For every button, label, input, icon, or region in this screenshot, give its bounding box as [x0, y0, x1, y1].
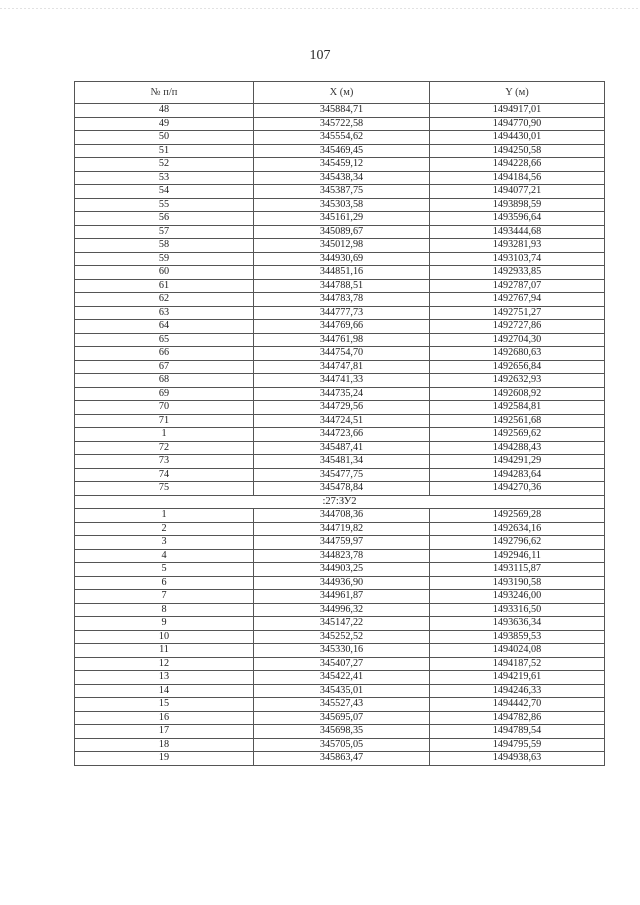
point-number-cell: 19 — [75, 752, 254, 766]
y-coordinate-cell: 1493246,00 — [430, 590, 605, 604]
y-coordinate-cell: 1492656,84 — [430, 360, 605, 374]
point-number-cell: 67 — [75, 360, 254, 374]
section-1-rows — [75, 104, 605, 496]
table-row — [75, 104, 605, 118]
table-row — [75, 225, 605, 239]
point-number-cell: 68 — [75, 374, 254, 388]
y-coordinate-cell: 1494184,56 — [430, 171, 605, 185]
y-coordinate-cell: 1494291,29 — [430, 455, 605, 469]
point-number-cell: 71 — [75, 414, 254, 428]
point-number-cell: 74 — [75, 468, 254, 482]
table-row — [75, 198, 605, 212]
x-coordinate-cell: 344754,70 — [254, 347, 430, 361]
point-number-cell: 59 — [75, 252, 254, 266]
point-number-cell: 7 — [75, 590, 254, 604]
y-coordinate-cell: 1494024,08 — [430, 644, 605, 658]
point-number-cell: 16 — [75, 711, 254, 725]
table-row — [75, 320, 605, 334]
point-number-cell: 63 — [75, 306, 254, 320]
point-number-cell: 53 — [75, 171, 254, 185]
table-row — [75, 630, 605, 644]
x-coordinate-cell: 344747,81 — [254, 360, 430, 374]
x-coordinate-cell: 345722,58 — [254, 117, 430, 131]
point-number-cell: 4 — [75, 549, 254, 563]
y-coordinate-cell: 1494219,61 — [430, 671, 605, 685]
y-coordinate-cell: 1493859,53 — [430, 630, 605, 644]
x-coordinate-cell: 344723,66 — [254, 428, 430, 442]
table-row — [75, 266, 605, 280]
x-coordinate-cell: 345147,22 — [254, 617, 430, 631]
x-coordinate-cell: 345554,62 — [254, 131, 430, 145]
section-label-row — [75, 495, 605, 509]
x-coordinate-cell: 345477,75 — [254, 468, 430, 482]
point-number-cell: 6 — [75, 576, 254, 590]
point-number-cell: 73 — [75, 455, 254, 469]
y-coordinate-cell: 1492751,27 — [430, 306, 605, 320]
point-number-cell: 49 — [75, 117, 254, 131]
y-coordinate-cell: 1492569,28 — [430, 509, 605, 523]
x-coordinate-cell: 344761,98 — [254, 333, 430, 347]
table-row — [75, 617, 605, 631]
x-coordinate-cell: 345481,34 — [254, 455, 430, 469]
y-coordinate-cell: 1492634,16 — [430, 522, 605, 536]
coordinates-table — [74, 81, 605, 766]
x-coordinate-cell: 345863,47 — [254, 752, 430, 766]
y-coordinate-cell: 1492569,62 — [430, 428, 605, 442]
table-row — [75, 360, 605, 374]
point-number-cell: 1 — [75, 428, 254, 442]
header-x: X (м) — [254, 82, 430, 104]
x-coordinate-cell: 345478,84 — [254, 482, 430, 496]
y-coordinate-cell: 1493636,34 — [430, 617, 605, 631]
x-coordinate-cell: 345252,52 — [254, 630, 430, 644]
y-coordinate-cell: 1493115,87 — [430, 563, 605, 577]
table-row — [75, 374, 605, 388]
y-coordinate-cell: 1494288,43 — [430, 441, 605, 455]
page-number: 107 — [309, 48, 331, 63]
y-coordinate-cell: 1494077,21 — [430, 185, 605, 199]
table-row — [75, 468, 605, 482]
point-number-cell: 61 — [75, 279, 254, 293]
y-coordinate-cell: 1494270,36 — [430, 482, 605, 496]
point-number-cell: 8 — [75, 603, 254, 617]
y-coordinate-cell: 1493316,50 — [430, 603, 605, 617]
y-coordinate-cell: 1492561,68 — [430, 414, 605, 428]
table-row — [75, 536, 605, 550]
y-coordinate-cell: 1494782,86 — [430, 711, 605, 725]
x-coordinate-cell: 345438,34 — [254, 171, 430, 185]
table-row — [75, 158, 605, 172]
y-coordinate-cell: 1493190,58 — [430, 576, 605, 590]
table-row — [75, 752, 605, 766]
table-row — [75, 171, 605, 185]
table-row — [75, 590, 605, 604]
x-coordinate-cell: 344741,33 — [254, 374, 430, 388]
table-row — [75, 549, 605, 563]
x-coordinate-cell: 344735,24 — [254, 387, 430, 401]
point-number-cell: 10 — [75, 630, 254, 644]
point-number-cell: 11 — [75, 644, 254, 658]
table-row — [75, 401, 605, 415]
section-2-rows — [75, 509, 605, 766]
table-row — [75, 239, 605, 253]
x-coordinate-cell: 344783,78 — [254, 293, 430, 307]
table-row — [75, 509, 605, 523]
y-coordinate-cell: 1494795,59 — [430, 738, 605, 752]
point-number-cell: 9 — [75, 617, 254, 631]
x-coordinate-cell: 345303,58 — [254, 198, 430, 212]
x-coordinate-cell: 344936,90 — [254, 576, 430, 590]
point-number-cell: 55 — [75, 198, 254, 212]
table-row — [75, 482, 605, 496]
x-coordinate-cell: 345422,41 — [254, 671, 430, 685]
point-number-cell: 52 — [75, 158, 254, 172]
y-coordinate-cell: 1493444,68 — [430, 225, 605, 239]
x-coordinate-cell: 344719,82 — [254, 522, 430, 536]
point-number-cell: 13 — [75, 671, 254, 685]
y-coordinate-cell: 1492787,07 — [430, 279, 605, 293]
header-point-number: № п/п — [75, 82, 254, 104]
x-coordinate-cell: 344759,97 — [254, 536, 430, 550]
table-row — [75, 347, 605, 361]
table-row — [75, 698, 605, 712]
point-number-cell: 65 — [75, 333, 254, 347]
table-row — [75, 711, 605, 725]
table-row — [75, 684, 605, 698]
x-coordinate-cell: 344724,51 — [254, 414, 430, 428]
table-row — [75, 671, 605, 685]
point-number-cell: 70 — [75, 401, 254, 415]
table-row — [75, 657, 605, 671]
point-number-cell: 50 — [75, 131, 254, 145]
table-row — [75, 455, 605, 469]
point-number-cell: 3 — [75, 536, 254, 550]
point-number-cell: 54 — [75, 185, 254, 199]
table-row — [75, 414, 605, 428]
y-coordinate-cell: 1492727,86 — [430, 320, 605, 334]
table-row — [75, 387, 605, 401]
point-number-cell: 75 — [75, 482, 254, 496]
x-coordinate-cell: 345459,12 — [254, 158, 430, 172]
point-number-cell: 69 — [75, 387, 254, 401]
y-coordinate-cell: 1493596,64 — [430, 212, 605, 226]
y-coordinate-cell: 1494770,90 — [430, 117, 605, 131]
x-coordinate-cell: 345695,07 — [254, 711, 430, 725]
table-row — [75, 279, 605, 293]
y-coordinate-cell: 1492632,93 — [430, 374, 605, 388]
table-row — [75, 603, 605, 617]
table-header-row — [75, 82, 605, 104]
point-number-cell: 15 — [75, 698, 254, 712]
y-coordinate-cell: 1492767,94 — [430, 293, 605, 307]
point-number-cell: 58 — [75, 239, 254, 253]
point-number-cell: 60 — [75, 266, 254, 280]
x-coordinate-cell: 344769,66 — [254, 320, 430, 334]
y-coordinate-cell: 1493281,93 — [430, 239, 605, 253]
section-label: :27:ЗУ2 — [75, 495, 605, 509]
table-row — [75, 563, 605, 577]
x-coordinate-cell: 345089,67 — [254, 225, 430, 239]
table-row — [75, 306, 605, 320]
y-coordinate-cell: 1492933,85 — [430, 266, 605, 280]
y-coordinate-cell: 1494789,54 — [430, 725, 605, 739]
x-coordinate-cell: 344930,69 — [254, 252, 430, 266]
y-coordinate-cell: 1492946,11 — [430, 549, 605, 563]
point-number-cell: 62 — [75, 293, 254, 307]
x-coordinate-cell: 344961,87 — [254, 590, 430, 604]
point-number-cell: 2 — [75, 522, 254, 536]
table-row — [75, 144, 605, 158]
x-coordinate-cell: 345884,71 — [254, 104, 430, 118]
x-coordinate-cell: 345161,29 — [254, 212, 430, 226]
section-label-row-group — [75, 495, 605, 509]
x-coordinate-cell: 344788,51 — [254, 279, 430, 293]
point-number-cell: 5 — [75, 563, 254, 577]
x-coordinate-cell: 345698,35 — [254, 725, 430, 739]
point-number-cell: 17 — [75, 725, 254, 739]
table-row — [75, 428, 605, 442]
x-coordinate-cell: 345469,45 — [254, 144, 430, 158]
x-coordinate-cell: 344729,56 — [254, 401, 430, 415]
y-coordinate-cell: 1494228,66 — [430, 158, 605, 172]
table-row — [75, 117, 605, 131]
point-number-cell: 56 — [75, 212, 254, 226]
table-row — [75, 185, 605, 199]
y-coordinate-cell: 1492584,81 — [430, 401, 605, 415]
point-number-cell: 12 — [75, 657, 254, 671]
x-coordinate-cell: 345527,43 — [254, 698, 430, 712]
x-coordinate-cell: 345407,27 — [254, 657, 430, 671]
y-coordinate-cell: 1494187,52 — [430, 657, 605, 671]
x-coordinate-cell: 344708,36 — [254, 509, 430, 523]
y-coordinate-cell: 1492704,30 — [430, 333, 605, 347]
point-number-cell: 64 — [75, 320, 254, 334]
y-coordinate-cell: 1494430,01 — [430, 131, 605, 145]
table-row — [75, 131, 605, 145]
x-coordinate-cell: 345012,98 — [254, 239, 430, 253]
y-coordinate-cell: 1494938,63 — [430, 752, 605, 766]
table-row — [75, 293, 605, 307]
y-coordinate-cell: 1493898,59 — [430, 198, 605, 212]
table-row — [75, 644, 605, 658]
y-coordinate-cell: 1493103,74 — [430, 252, 605, 266]
point-number-cell: 51 — [75, 144, 254, 158]
y-coordinate-cell: 1492680,63 — [430, 347, 605, 361]
table-row — [75, 252, 605, 266]
x-coordinate-cell: 345330,16 — [254, 644, 430, 658]
table-row — [75, 738, 605, 752]
y-coordinate-cell: 1494917,01 — [430, 104, 605, 118]
table-row — [75, 522, 605, 536]
y-coordinate-cell: 1494246,33 — [430, 684, 605, 698]
x-coordinate-cell: 345487,41 — [254, 441, 430, 455]
scan-edge-noise — [0, 8, 640, 9]
x-coordinate-cell: 344851,16 — [254, 266, 430, 280]
point-number-cell: 18 — [75, 738, 254, 752]
x-coordinate-cell: 345435,01 — [254, 684, 430, 698]
y-coordinate-cell: 1494283,64 — [430, 468, 605, 482]
x-coordinate-cell: 345705,05 — [254, 738, 430, 752]
x-coordinate-cell: 344823,78 — [254, 549, 430, 563]
y-coordinate-cell: 1492608,92 — [430, 387, 605, 401]
table-row — [75, 333, 605, 347]
y-coordinate-cell: 1492796,62 — [430, 536, 605, 550]
x-coordinate-cell: 344903,25 — [254, 563, 430, 577]
table-row — [75, 441, 605, 455]
y-coordinate-cell: 1494442,70 — [430, 698, 605, 712]
table-row — [75, 576, 605, 590]
point-number-cell: 66 — [75, 347, 254, 361]
table-row — [75, 212, 605, 226]
y-coordinate-cell: 1494250,58 — [430, 144, 605, 158]
x-coordinate-cell: 345387,75 — [254, 185, 430, 199]
header-y: Y (м) — [430, 82, 605, 104]
table-row — [75, 725, 605, 739]
x-coordinate-cell: 344996,32 — [254, 603, 430, 617]
point-number-cell: 14 — [75, 684, 254, 698]
point-number-cell: 72 — [75, 441, 254, 455]
x-coordinate-cell: 344777,73 — [254, 306, 430, 320]
point-number-cell: 1 — [75, 509, 254, 523]
point-number-cell: 48 — [75, 104, 254, 118]
point-number-cell: 57 — [75, 225, 254, 239]
